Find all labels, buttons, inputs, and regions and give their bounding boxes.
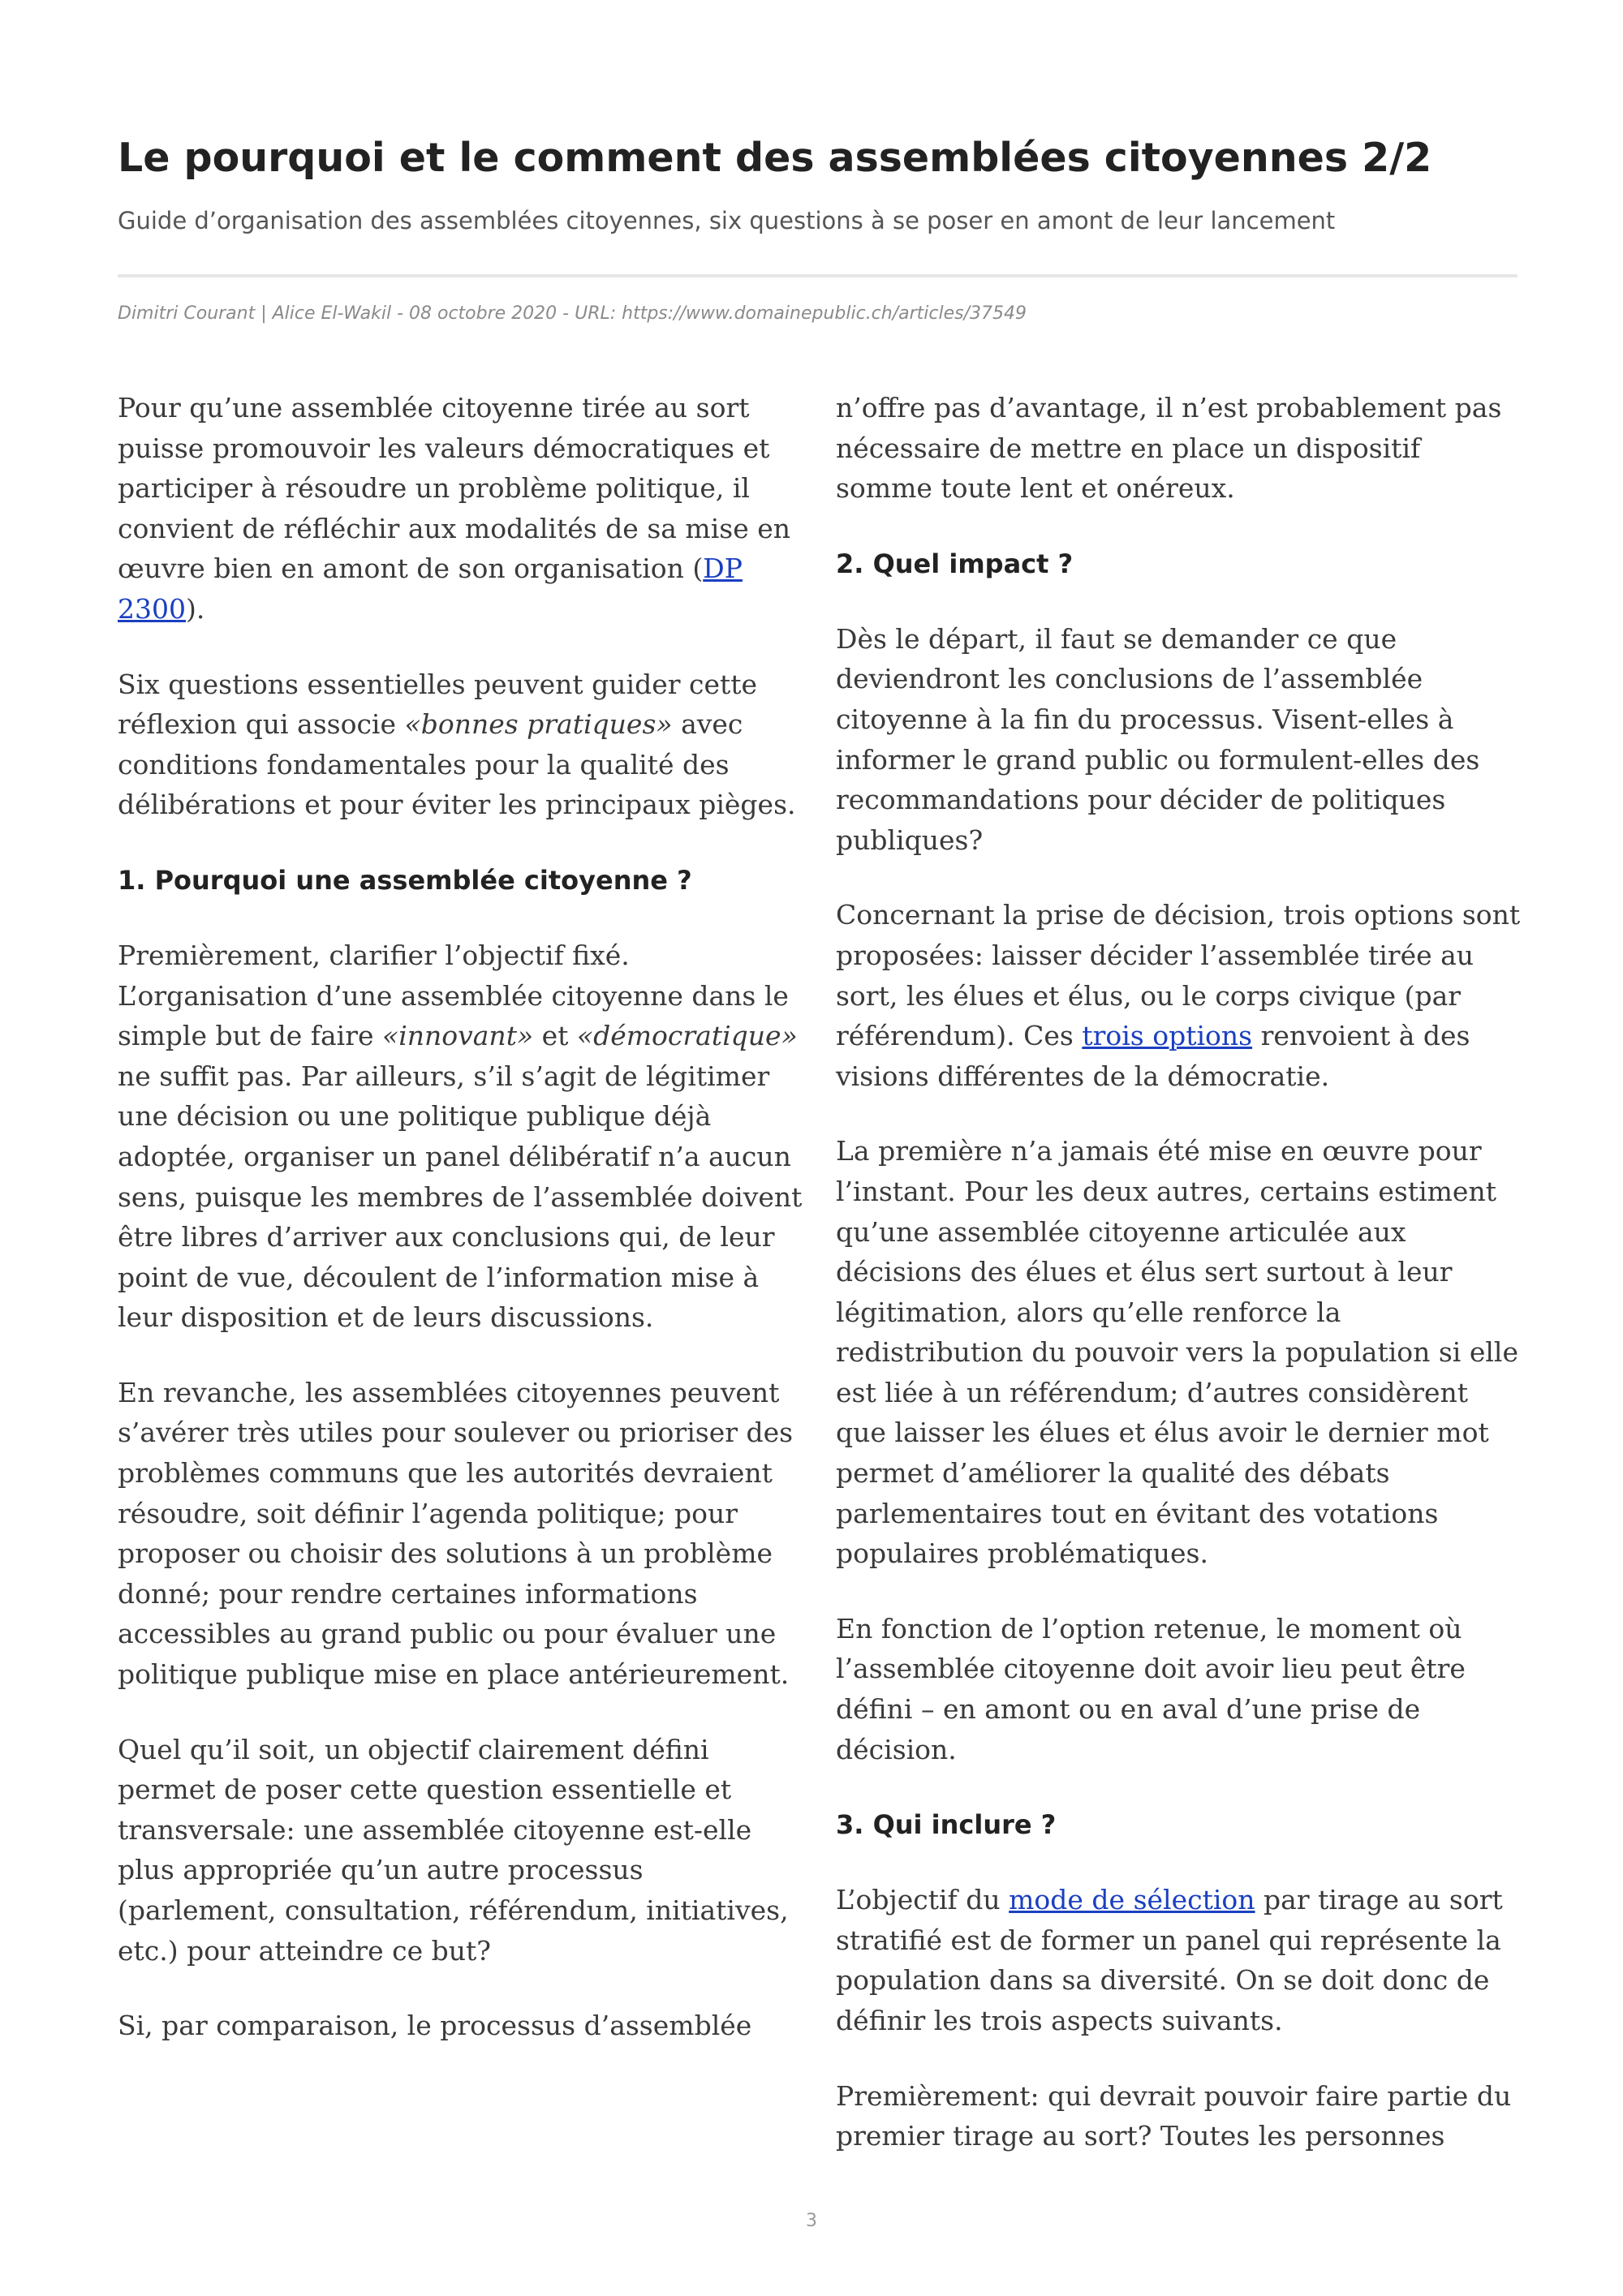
paragraph (118, 935, 803, 1338)
paragraph: Si, par comparaison, le processus d’assemblée (118, 2010, 752, 2042)
left-column (118, 388, 803, 2081)
header-divider (118, 274, 1518, 277)
paragraph (836, 895, 1522, 1096)
paragraph: Premièrement: qui devrait pouvoir faire partie du premier tirage au sort? Toutes les personnes (836, 2079, 1512, 2152)
text: Pour qu’une assemblée citoyenne tirée au sort puisse promouvoir les valeurs démocratiques et participer à résoudre un problème politique, il convient de réfléchir aux modalités de sa mise en œuvre bien en amont de son organisation ( (118, 392, 791, 585)
text: par tirage au sort stratifié est de former un panel qui représente la population dans sa diversité. On se doit donc de définir les trois aspects suivants. (836, 1884, 1503, 2036)
text: avec conditions fondamentales pour la qualité des délibérations et pour éviter les principaux pièges. (118, 708, 796, 821)
paragraph (118, 388, 803, 630)
mode-de-selection-link[interactable]: mode de sélection (1009, 1884, 1255, 1916)
trois-options-link[interactable]: trois options (1082, 1020, 1253, 1052)
paragraph: Quel qu’il soit, un objectif clairement défini permet de poser cette question essentielle et transversale: une assemblée citoyenne est-elle plus appropriée qu’un autre processus (parlement, consultation, référendum, initiatives, etc.) pour atteindre ce but? (118, 1733, 789, 1967)
emphasis-text: «démocratique» (576, 1020, 798, 1052)
text: Six questions essentielles peuvent guider cette réflexion qui associe (118, 668, 758, 741)
text: L’objectif du (836, 1884, 1010, 1916)
text: Concernant la prise de décision, trois options sont proposées: laisser décider l’assemblée tirée au sort, les élues et élus, ou le corps civique (par référendum). Ces (836, 899, 1521, 1052)
article-subtitle: Guide d’organisation des assemblées citoyennes, six questions à se poser en amont de leur lancement (118, 207, 1336, 234)
text: renvoient à des visions différentes de la démocratie. (836, 1020, 1470, 1092)
section-heading-2: 2. Quel impact ? (836, 548, 1074, 579)
emphasis-text: «innovant» (382, 1020, 534, 1052)
text: Premièrement, clarifier l’objectif fixé. L’organisation d’une assemblée citoyenne dans le simple but de faire (118, 939, 789, 1052)
paragraph: Dès le départ, il faut se demander ce que deviendront les conclusions de l’assemblée citoyenne à la fin du processus. Visent-elles à informer le grand public ou formulent-elles des recommandations pour décider de politiques publiques? (836, 622, 1480, 856)
paragraph: En revanche, les assemblées citoyennes peuvent s’avérer très utiles pour soulever ou prioriser des problèmes communs que les autorités devraient résoudre, soit définir l’agenda politique; pour proposer ou choisir des solutions à un problème donné; pour rendre certaines informations accessibles au grand public ou pour évaluer une politique publique mise en place antérieurement. (118, 1376, 794, 1691)
text: ne suffit pas. Par ailleurs, s’il s’agit de légitimer une décision ou une politique publique déjà adoptée, organiser un panel délibératif n’a aucun sens, puisque les membres de l’assemblée doivent être libres d’arriver aux conclusions qui, de leur point de vue, découlent de l’information mise à leur disposition et de leurs discussions. (118, 1060, 803, 1334)
page-number: 3 (806, 2211, 817, 2231)
section-heading-3: 3. Qui inclure ? (836, 1809, 1057, 1841)
text: et (533, 1020, 577, 1052)
paragraph: La première n’a jamais été mise en œuvre pour l’instant. Pour les deux autres, certains estiment qu’une assemblée citoyenne articulée aux décisions des élues et élus sert surtout à leur légitimation, alors qu’elle renforce la redistribution du pouvoir vers la population si elle est liée à un référendum; d’autres considèrent que laisser les élues et élus avoir le dernier mot permet d’améliorer la qualité des débats parlementaires tout en évitant des votations populaires problématiques. (836, 1135, 1519, 1570)
section-heading-1: 1. Pourquoi une assemblée citoyenne ? (118, 864, 692, 896)
paragraph: En fonction de l’option retenue, le moment où l’assemblée citoyenne doit avoir lieu peut être défini – en amont ou en aval d’une prise de décision. (836, 1612, 1466, 1765)
dp-2300-link[interactable]: DP 2300 (118, 553, 743, 625)
paragraph (836, 1880, 1522, 2040)
right-column (836, 388, 1522, 2191)
emphasis-text: «bonnes pratiques» (404, 708, 673, 741)
article-title: Le pourquoi et le comment des assemblées citoyennes 2/2 (118, 135, 1432, 181)
paragraph: n’offre pas d’avantage, il n’est probablement pas nécessaire de mettre en place un dispositif somme toute lent et onéreux. (836, 392, 1502, 505)
paragraph (118, 664, 803, 825)
text: ). (185, 592, 205, 625)
article-meta: Dimitri Courant | Alice El-Wakil - 08 octobre 2020 - URL: https://www.domainepublic.ch/articles/37549 (118, 303, 1027, 324)
